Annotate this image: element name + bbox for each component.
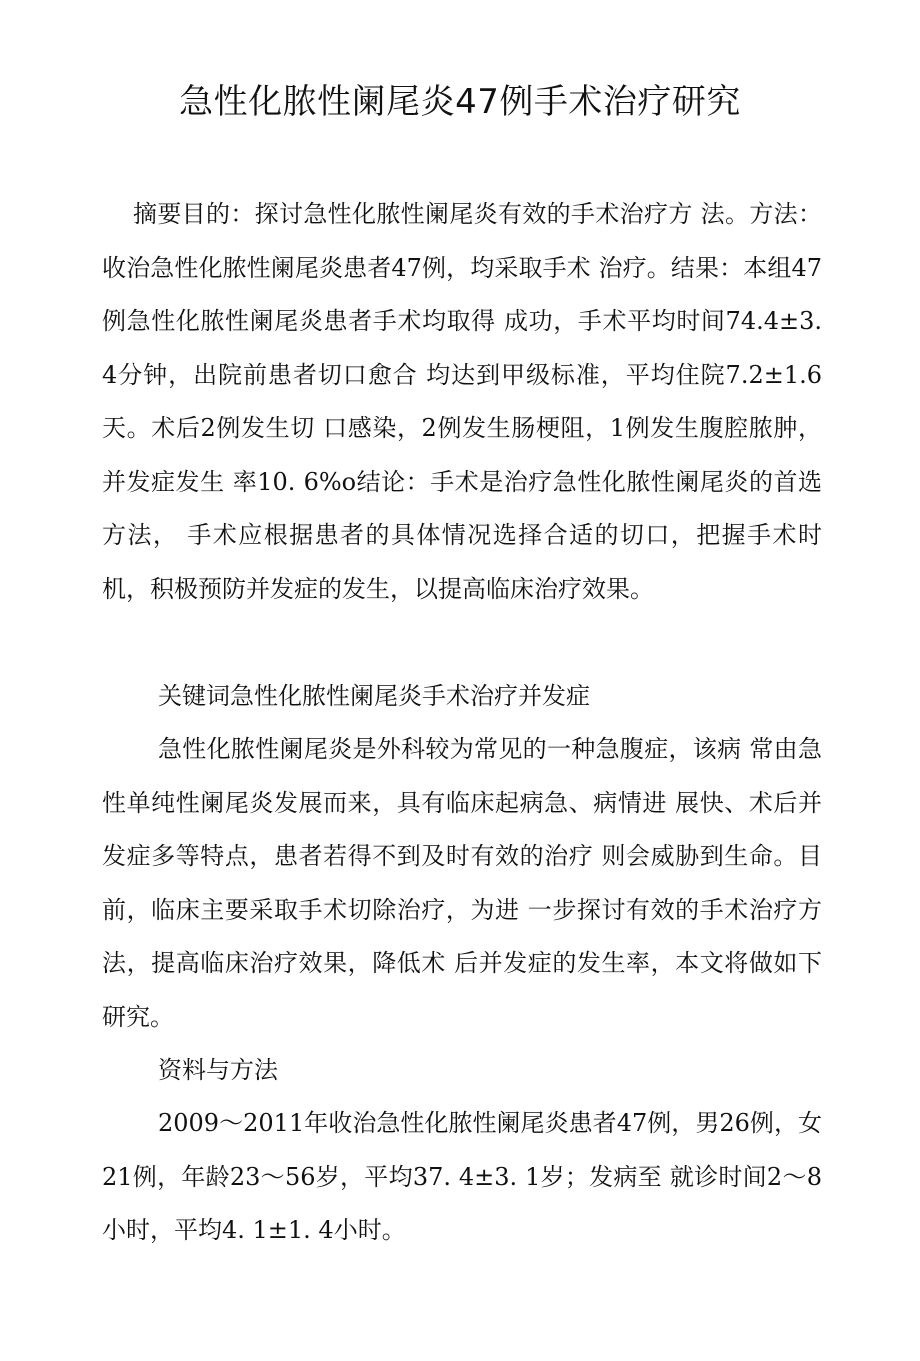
document-title: 急性化脓性阑尾炎47例手术治疗研究 [179,82,741,122]
methods-paragraph: 2009～2011年收治急性化脓性阑尾炎患者47例，男26例，女21例，年龄23～56岁，平均37. 4±3. 1岁；发病至 就诊时间2～8小时，平均4. 1±1. 4小时。 [102,1109,822,1244]
intro-paragraph: 急性化脓性阑尾炎是外科较为常见的一种急腹症，该病 常由急性单纯性阑尾炎发展而来，具有临床起病急、病情进 展快、术后并发症多等特点，患者若得不到及时有效的治疗 则会威胁到生命。目前，临床主要采取手术切除治疗，为进 一步探讨有效的手术治疗方法，提高临床治疗效果，降低术 后并发症的发生率，本文将做如下研究。 [102,735,822,1031]
section-heading: 资料与方法 [158,1056,278,1084]
abstract-paragraph: 摘要目的：探讨急性化脓性阑尾炎有效的手术治疗方 法。方法：收治急性化脓性阑尾炎患者47例，均采取手术 治疗。结果：本组47例急性化脓性阑尾炎患者手术均取得 成功，手术平均时间74.4±3. 4分钟，出院前患者切口愈合 均达到甲级标准，平均住院7.2±1.6天。术后2例发生切 口感染，2例发生肠梗阻，1例发生腹腔脓肿，并发症发生 率10. 6%o结论：手术是治疗急性化脓性阑尾炎的首选方法， 手术应根据患者的具体情况选择合适的切口，把握手术时 机，积极预防并发症的发生，以提高临床治疗效果。 [102,200,822,603]
keywords-line: 关键词急性化脓性阑尾炎手术治疗并发症 [158,682,590,710]
